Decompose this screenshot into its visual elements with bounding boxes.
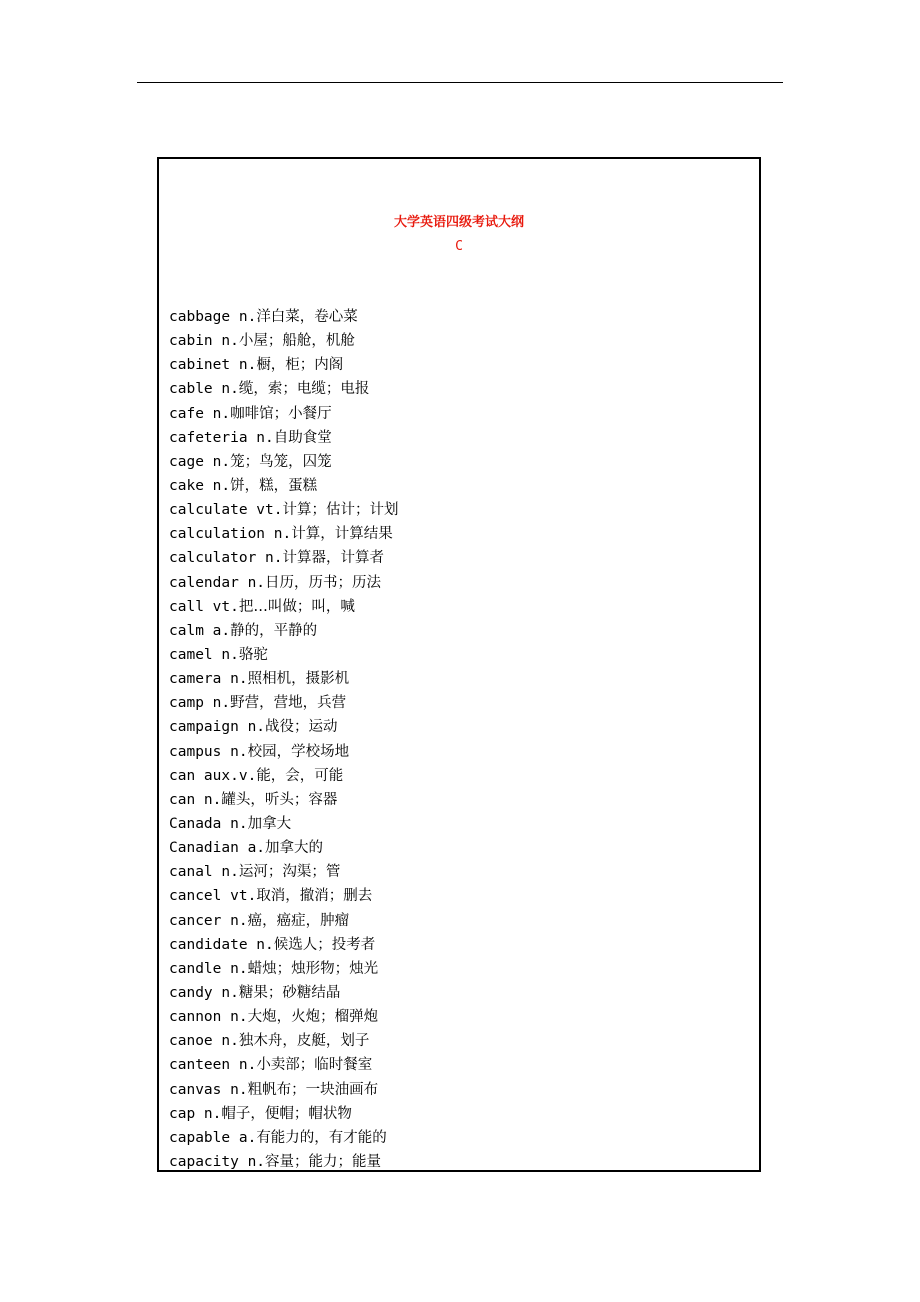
vocab-definition: 野营，营地，兵营 [230, 695, 347, 712]
vocab-definition: 计算；估计；计划 [282, 502, 399, 519]
vocab-definition: 候选人；投考者 [273, 936, 376, 953]
vocab-word: capable a. [169, 1129, 257, 1146]
vocab-entry [169, 595, 399, 619]
vocab-word: camel n. [169, 646, 239, 663]
vocab-word: cake n. [169, 477, 231, 494]
vocab-entry [169, 329, 399, 353]
vocab-entry [169, 546, 399, 570]
vocab-entry [169, 1029, 399, 1053]
section-letter: C [455, 239, 463, 254]
document-title: 大学英语四级考试大纲 [393, 215, 524, 230]
vocab-word: calculate vt. [169, 502, 283, 519]
vocab-entry [169, 788, 399, 812]
vocab-word: can n. [169, 791, 222, 808]
vocab-word: cafe n. [169, 405, 231, 422]
vocab-definition: 计算器，计算者 [282, 550, 384, 567]
vocab-entry [169, 571, 399, 595]
vocab-word: cable n. [169, 381, 239, 398]
vocab-entry [169, 691, 399, 715]
vocab-definition: 粗帆布；一块油画布 [247, 1081, 379, 1098]
vocab-definition: 洋白菜，卷心菜 [256, 309, 358, 325]
vocab-entry [169, 619, 399, 643]
vocab-entry [169, 933, 399, 957]
vocab-definition: 小屋；船舱，机舱 [238, 333, 355, 350]
vocab-definition: 计算，计算结果 [291, 526, 393, 543]
vocab-word: canal n. [169, 864, 239, 881]
vocab-word: canoe n. [169, 1033, 239, 1050]
vocab-definition: 能，会，可能 [256, 767, 344, 784]
vocab-entry [169, 884, 399, 908]
vocab-word: cannon n. [169, 1009, 248, 1026]
vocab-word: campaign n. [169, 719, 266, 736]
vocab-definition: 运河；沟渠；管 [238, 864, 341, 881]
vocab-word: calculator n. [169, 550, 283, 567]
vocab-entry [169, 1102, 399, 1126]
vocab-word: candy n. [169, 984, 239, 1001]
vocab-word: calendar n. [169, 574, 266, 591]
vocab-entry [169, 909, 399, 933]
vocab-word: can aux.v. [169, 767, 257, 784]
vocab-entry [169, 812, 399, 836]
vocab-word: cancer n. [169, 912, 248, 929]
vocab-definition: 咖啡馆；小餐厅 [230, 405, 332, 422]
vocab-word: capacity n. [169, 1153, 266, 1170]
vocab-entry [169, 305, 399, 329]
vocab-word: cabinet n. [169, 357, 257, 374]
vocab-definition: 糖果；砂糖结晶 [238, 984, 341, 1001]
header-rule [137, 82, 783, 83]
vocab-entry [169, 836, 399, 860]
vocab-word: camera n. [169, 671, 248, 688]
vocab-definition: 罐头，听头；容器 [221, 791, 338, 808]
vocab-entry [169, 1126, 399, 1150]
vocab-definition: 校园，学校场地 [247, 743, 350, 760]
vocab-entry [169, 860, 399, 884]
vocab-word: cabbage n. [169, 309, 257, 325]
vocab-definition: 帽子，便帽；帽状物 [221, 1105, 352, 1122]
vocab-entry [169, 957, 399, 981]
vocab-definition: 饼，糕，蛋糕 [230, 477, 318, 494]
vocab-definition: 静的，平静的 [230, 622, 318, 639]
vocab-word: canvas n. [169, 1081, 248, 1098]
vocabulary-list [169, 305, 399, 1174]
vocab-entry [169, 643, 399, 667]
vocab-entry [169, 764, 399, 788]
vocab-definition: 自助食堂 [273, 429, 332, 446]
vocab-definition: 把…叫做；叫，喊 [238, 598, 355, 615]
vocab-word: call vt. [169, 598, 239, 615]
vocab-entry [169, 667, 399, 691]
vocab-definition: 取消，撤消；删去 [256, 888, 373, 905]
vocab-word: campus n. [169, 743, 248, 760]
vocab-word: candle n. [169, 960, 248, 977]
vocab-definition: 独木舟，皮艇，划子 [238, 1033, 370, 1050]
vocab-entry [169, 1053, 399, 1077]
vocab-entry [169, 1078, 399, 1102]
vocab-entry [169, 1005, 399, 1029]
vocab-entry [169, 740, 399, 764]
vocab-word: cafeteria n. [169, 429, 274, 446]
vocab-definition: 橱，柜；内阁 [256, 357, 344, 374]
vocab-definition: 癌，癌症，肿瘤 [247, 912, 350, 929]
vocab-entry [169, 353, 399, 377]
vocab-word: calm a. [169, 622, 231, 639]
vocab-definition: 容量；能力；能量 [265, 1153, 382, 1170]
vocab-word: cap n. [169, 1105, 222, 1122]
vocab-definition: 骆驼 [238, 646, 268, 663]
vocab-definition: 日历，历书；历法 [265, 574, 382, 591]
vocab-entry [169, 377, 399, 401]
vocab-definition: 战役；运动 [265, 719, 338, 736]
vocab-definition: 笼；鸟笼，囚笼 [230, 453, 332, 470]
vocab-word: cancel vt. [169, 888, 257, 905]
vocab-word: camp n. [169, 695, 231, 712]
vocab-definition: 加拿大 [247, 815, 292, 832]
vocab-definition: 大炮，火炮；榴弹炮 [247, 1009, 379, 1026]
vocab-entry [169, 474, 399, 498]
vocab-entry [169, 426, 399, 450]
vocab-entry [169, 498, 399, 522]
vocab-word: Canada n. [169, 815, 248, 832]
vocab-definition: 加拿大的 [265, 840, 324, 857]
vocab-word: calculation n. [169, 526, 292, 543]
vocab-definition: 蜡烛；烛形物；烛光 [247, 960, 379, 977]
vocab-entry [169, 522, 399, 546]
content-box [157, 157, 761, 1172]
vocab-word: candidate n. [169, 936, 274, 953]
vocab-word: Canadian a. [169, 840, 266, 857]
vocab-entry [169, 981, 399, 1005]
vocab-word: cage n. [169, 453, 231, 470]
vocab-entry [169, 1150, 399, 1174]
vocab-word: cabin n. [169, 333, 239, 350]
vocab-definition: 小卖部；临时餐室 [256, 1057, 373, 1074]
vocab-entry [169, 715, 399, 739]
vocab-entry [169, 402, 399, 426]
vocab-definition: 照相机，摄影机 [247, 671, 350, 688]
vocab-definition: 缆，索；电缆；电报 [238, 381, 370, 398]
vocab-entry [169, 450, 399, 474]
vocab-word: canteen n. [169, 1057, 257, 1074]
vocab-definition: 有能力的，有才能的 [256, 1129, 387, 1146]
